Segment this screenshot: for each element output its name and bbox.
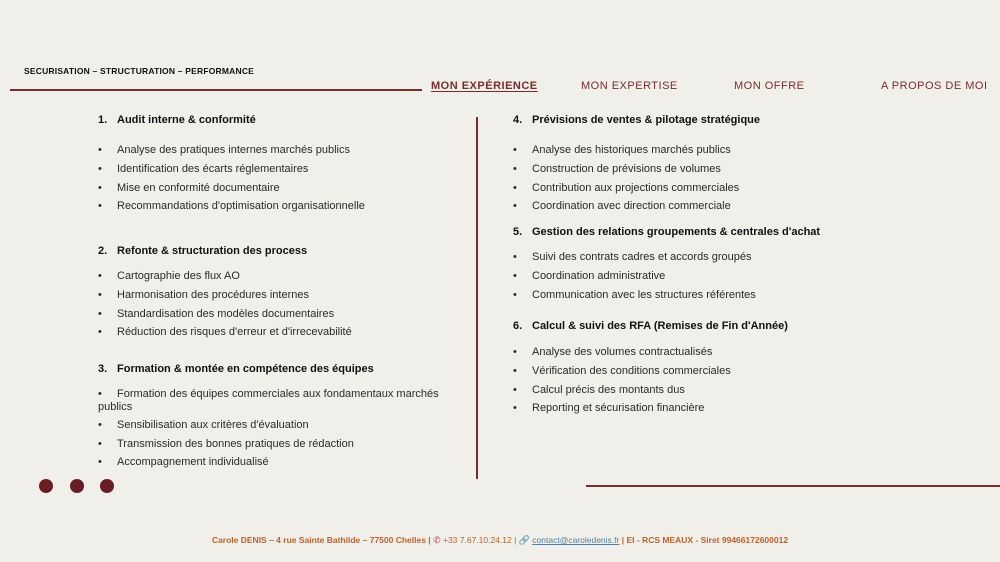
- section-number: 4.: [513, 114, 523, 126]
- tagline: SECURISATION – STRUCTURATION – PERFORMANCE: [24, 66, 255, 76]
- list-item: • Communication avec les structures référentes: [513, 288, 953, 302]
- list-item: • Analyse des volumes contractualisés: [513, 345, 953, 359]
- section-rfa: [513, 320, 953, 420]
- bullet-list: [513, 250, 953, 302]
- list-item: • Harmonisation des procédures internes: [98, 288, 458, 302]
- bullet-list: [513, 143, 933, 213]
- list-item: • Construction de prévisions de volumes: [513, 162, 933, 176]
- section-refonte: [98, 245, 458, 344]
- section-number: 6.: [513, 320, 523, 332]
- section-title: [98, 245, 458, 257]
- section-number: 2.: [98, 245, 108, 257]
- section-title-text: Refonte & structuration des process: [117, 245, 308, 257]
- list-item: • Sensibilisation aux critères d'évaluation: [98, 418, 443, 432]
- nav-item-about[interactable]: A PROPOS DE MOI: [881, 80, 988, 92]
- list-item: • Coordination administrative: [513, 269, 953, 283]
- list-item: • Reporting et sécurisation financière: [513, 401, 953, 415]
- phone-icon: ✆: [433, 535, 441, 545]
- list-item: • Analyse des historiques marchés publics: [513, 143, 933, 157]
- column-divider: [476, 117, 478, 479]
- bullet-list: [513, 345, 953, 415]
- section-title-text: Gestion des relations groupements & centrales d'achat: [532, 226, 821, 238]
- footer-legal: | EI - RCS MEAUX - Siret 99466172600012: [621, 535, 789, 545]
- bullet-list: [98, 269, 458, 339]
- list-item: • Coordination avec direction commerciale: [513, 199, 933, 213]
- section-previsions: [513, 114, 933, 218]
- list-item: • Standardisation des modèles documentaires: [98, 307, 458, 321]
- footer-phone[interactable]: +33 7.67.10.24.12 |: [442, 535, 517, 545]
- footer: [0, 535, 1000, 546]
- section-formation: [98, 363, 443, 474]
- list-item: • Vérification des conditions commerciales: [513, 364, 953, 378]
- section-number: 5.: [513, 226, 523, 238]
- section-number: 1.: [98, 114, 108, 126]
- list-item: • Calcul précis des montants dus: [513, 383, 953, 397]
- dot: [70, 479, 84, 493]
- section-title-text: Prévisions de ventes & pilotage stratégique: [532, 114, 761, 126]
- section-number: 3.: [98, 363, 108, 375]
- section-title: [98, 114, 458, 126]
- main-nav: [0, 80, 1000, 96]
- list-item: • Réduction des risques d'erreur et d'irrecevabilité: [98, 325, 458, 339]
- nav-item-experience[interactable]: MON EXPÉRIENCE: [431, 80, 538, 92]
- list-item: • Formation des équipes commerciales aux fondamentaux marchés publics: [98, 388, 443, 413]
- link-icon: 🔗: [518, 535, 530, 545]
- list-item: • Accompagnement individualisé: [98, 455, 443, 469]
- section-groupements: [513, 226, 953, 306]
- list-item: • Mise en conformité documentaire: [98, 181, 458, 195]
- bottom-rule: [586, 485, 1000, 487]
- section-title: [513, 226, 953, 238]
- dot: [39, 479, 53, 493]
- list-item: • Suivi des contrats cadres et accords groupés: [513, 250, 953, 264]
- section-title-text: Calcul & suivi des RFA (Remises de Fin d'Année): [532, 320, 788, 332]
- dot: [100, 479, 114, 493]
- section-title: [513, 114, 933, 126]
- bullet-list: [98, 388, 443, 469]
- section-audit: [98, 114, 458, 218]
- decorative-dots: [39, 479, 131, 493]
- section-title: [513, 320, 953, 332]
- footer-email-link[interactable]: contact@caroledenis.fr: [532, 535, 620, 545]
- footer-name-address: Carole DENIS – 4 rue Sainte Bathilde – 77500 Chelles |: [211, 535, 431, 545]
- list-item: • Recommandations d'optimisation organisationnelle: [98, 199, 458, 213]
- section-title-text: Audit interne & conformité: [117, 114, 256, 126]
- nav-item-offre[interactable]: MON OFFRE: [734, 80, 805, 92]
- section-title: [98, 363, 443, 375]
- list-item: • Contribution aux projections commerciales: [513, 181, 933, 195]
- list-item: • Identification des écarts réglementaires: [98, 162, 458, 176]
- bullet-list: [98, 143, 458, 213]
- section-title-text: Formation & montée en compétence des équipes: [117, 363, 374, 375]
- list-item: • Cartographie des flux AO: [98, 269, 458, 283]
- list-item: • Transmission des bonnes pratiques de rédaction: [98, 437, 443, 451]
- nav-item-expertise[interactable]: MON EXPERTISE: [581, 80, 678, 92]
- list-item: • Analyse des pratiques internes marchés publics: [98, 143, 458, 157]
